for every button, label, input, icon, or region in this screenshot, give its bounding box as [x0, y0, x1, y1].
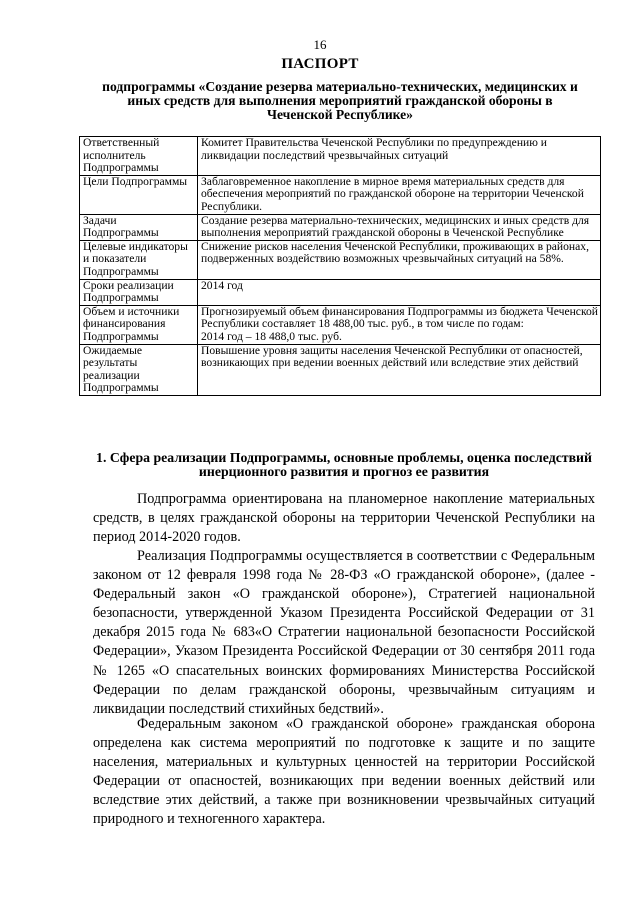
funding-year-amount: 2014 год – 18 488,0 тыс. руб.	[201, 329, 342, 343]
passport-row-goals	[80, 175, 601, 214]
section-heading: 1. Сфера реализации Подпрограммы, основные проблемы, оценка последствий инерционного развития и прогноз ее развития	[96, 450, 592, 479]
row-value: Снижение рисков населения Чеченской Республики, проживающих в районах, подверженных воздействию возможных чрезвычайных ситуаций на 58%.	[198, 240, 601, 279]
row-value: Комитет Правительства Чеченской Республики по предупреждению и ликвидации последствий чрезвычайных ситуаций	[198, 137, 601, 176]
row-label: Цели Подпрограммы	[80, 175, 198, 214]
row-value: 2014 год	[198, 279, 601, 305]
row-label: Объем и источники финансирования Подпрограммы	[80, 305, 198, 344]
paragraph: Федеральным законом «О гражданской обороне» гражданская оборона определена как система мероприятий по подготовке к защите и по защите населения, материальных и культурных ценностей на территории Российской Федерации от опасностей, возникающих при ведении военных действий или вследствие этих действий, а также при возникновении чрезвычайных ситуаций природного и техногенного характера.	[93, 716, 595, 828]
passport-row-tasks	[80, 214, 601, 240]
row-value	[198, 305, 601, 344]
row-label: Задачи Подпрограммы	[80, 214, 198, 240]
paragraph: Подпрограмма ориентирована на планомерное накопление материальных средств, в целях гражданской обороны на территории Чеченской Республики на период 2014-2020 годов.	[93, 491, 595, 546]
row-value: Заблаговременное накопление в мирное время материальных средств для обеспечения мероприятий по гражданской обороне на территории Чеченской Республики.	[198, 175, 601, 214]
row-label: Ожидаемые результаты реализации Подпрограммы	[80, 344, 198, 395]
paragraph-3-block	[93, 715, 595, 830]
document-title: ПАСПОРТ	[281, 56, 359, 72]
row-label: Целевые индикаторы и показатели Подпрограммы	[80, 240, 198, 279]
passport-row-executor	[80, 137, 601, 176]
page-number: 16	[313, 37, 327, 52]
passport-row-indicators	[80, 240, 601, 279]
funding-text: Прогнозируемый объем финансирования Подпрограммы из бюджета Чеченской Республики составляет 18 488,00 тыс. руб., в том числе по годам:	[201, 304, 598, 331]
passport-row-results	[80, 344, 601, 395]
row-value: Повышение уровня защиты населения Чеченской Республики от опасностей, возникающих при ведении военных действий или вследствие этих действий	[198, 344, 601, 395]
row-label: Ответственный исполнитель Подпрограммы	[80, 137, 198, 176]
row-label: Сроки реализации Подпрограммы	[80, 279, 198, 305]
paragraph-2-block	[93, 547, 595, 719]
passport-row-funding	[80, 305, 601, 344]
document-subtitle: подпрограммы «Создание резерва материально-технических, медицинских и иных средств для выполнения мероприятий гражданской обороны в Чеченской Республике»	[102, 79, 578, 122]
row-value: Создание резерва материально-технических, медицинских и иных средств для выполнения мероприятий гражданской обороны в Чеченской Республике	[198, 214, 601, 240]
passport-table	[79, 136, 601, 396]
paragraph-1-block	[93, 490, 595, 547]
paragraph: Реализация Подпрограммы осуществляется в соответствии с Федеральным законом от 12 февраля 1998 года № 28-ФЗ «О гражданской обороне», (далее - Федеральный закон «О гражданской обороне»), Стратегией национальной безопасности, утвержденной Указом Президента Российской Федерации от 31 декабря 2015 года № 683«О Стратегии национальной безопасности Российской Федерации», Указом Президента Российской Федерации от 30 сентября 2011 года № 1265 «О спасательных воинских формированиях Министерства Российской Федерации по делам гражданской обороны, чрезвычайным ситуациям и ликвидации последствий стихийных бедствий».	[93, 548, 595, 717]
passport-row-period	[80, 279, 601, 305]
